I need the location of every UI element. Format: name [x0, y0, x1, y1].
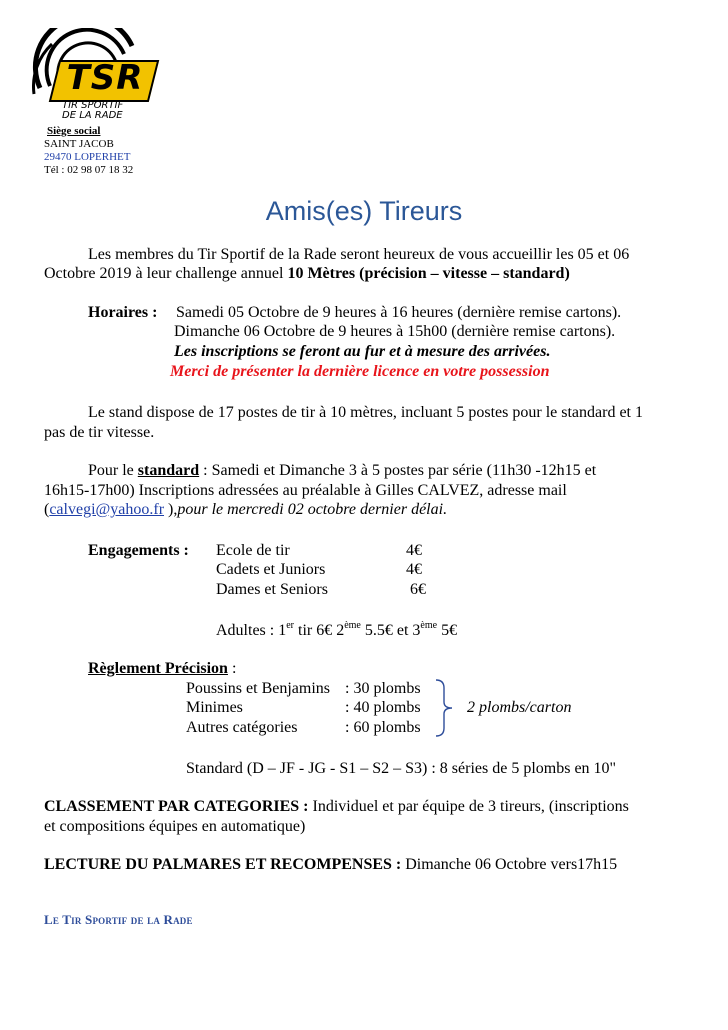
logo-text: TSR [66, 58, 144, 98]
standard-line-1-rest: : Samedi et Dimanche 3 à 5 postes par série (11h30 -12h15 et [199, 462, 597, 479]
horaires-line-1: Samedi 05 Octobre de 9 heures à 16 heures (dernière remise cartons). [176, 304, 622, 321]
standard-line-2: 16h15-17h00) Inscriptions adressées au préalable à Gilles CALVEZ, adresse mail [44, 482, 567, 499]
engagement-price-1: 4€ [406, 542, 422, 559]
logo-subtitle-2: DE LA RADE [62, 110, 123, 121]
horaires-line-4: Merci de présenter la dernière licence en votre possession [170, 363, 550, 380]
adultes-sup-3: ème [420, 620, 438, 631]
right-brace-icon [434, 678, 458, 738]
intro-line-1: Les membres du Tir Sportif de la Rade seront heureux de vous accueillir les 05 et 06 [88, 246, 630, 263]
adultes-part-a: Adultes : 1 [216, 622, 287, 639]
horaires-line-2: Dimanche 06 Octobre de 9 heures à 15h00 (dernière remise cartons). [174, 323, 616, 340]
address-city: 29470 LOPERHET [44, 151, 131, 163]
email-link[interactable]: calvegi@yahoo.fr [49, 501, 165, 518]
palmares-line [44, 855, 617, 875]
logo [32, 28, 152, 123]
siege-label: Siège social [47, 125, 101, 137]
adultes-sup-2: ème [344, 620, 361, 631]
reglement-cat-3: Autres catégories [186, 719, 298, 736]
reglement-val-1: : 30 plombs [345, 680, 421, 697]
intro-line-2-bold: 10 Mètres (précision – vitesse – standard) [287, 265, 570, 282]
adultes-part-c: 5.5€ et 3 [360, 622, 421, 639]
page-title: Amis(es) Tireurs [265, 196, 463, 226]
classement-line-2: et compositions équipes en automatique) [44, 818, 306, 835]
classement-line-1 [44, 797, 629, 817]
reglement-val-2: : 40 plombs [345, 699, 421, 716]
carton-note: 2 plombs/carton [467, 699, 572, 716]
open-paren: ( [44, 501, 50, 518]
horaires-label: Horaires : [88, 304, 158, 321]
footer-signature: Le Tir Sportif de la Rade [44, 912, 193, 927]
reglement-label: Règlement Précision [88, 660, 228, 677]
adultes-part-d: 5€ [437, 622, 458, 639]
engagement-cat-2: Cadets et Juniors [216, 561, 326, 578]
standard-series-line: Standard (D – JF - JG - S1 – S2 – S3) : 8 séries de 5 plombs en 10" [186, 760, 617, 777]
standard-line-3-rest: ), [164, 501, 178, 518]
reglement-val-3: : 60 plombs [345, 719, 421, 736]
standard-line-3 [44, 500, 447, 520]
engagement-cat-3: Dames et Seniors [216, 581, 328, 598]
classement-text-1: Individuel et par équipe de 3 tireurs, (inscriptions [308, 798, 629, 815]
adultes-sup-1: er [286, 620, 294, 631]
logo-subtitle-1: TIR SPORTIF [62, 100, 124, 111]
adultes-line [216, 621, 457, 641]
address-street: SAINT JACOB [44, 138, 114, 150]
reglement-colon: : [227, 660, 237, 677]
engagements-label: Engagements : [88, 542, 189, 559]
classement-label: CLASSEMENT PAR CATEGORIES : [44, 798, 309, 815]
intro-line-2-text: Octobre 2019 à leur challenge annuel [44, 265, 288, 282]
engagement-price-3: 6€ [410, 581, 426, 598]
stand-line-2: pas de tir vitesse. [44, 424, 155, 441]
engagement-cat-1: Ecole de tir [216, 542, 290, 559]
standard-pre: Pour le [88, 462, 138, 479]
intro-line-2 [44, 264, 570, 284]
deadline-text: pour le mercredi 02 octobre dernier délai. [177, 501, 448, 518]
stand-line-1: Le stand dispose de 17 postes de tir à 10 mètres, incluant 5 postes pour le standard et 1 [88, 404, 643, 421]
address-phone: Tél : 02 98 07 18 32 [44, 164, 134, 176]
palmares-text: Dimanche 06 Octobre vers17h15 [401, 856, 618, 873]
standard-keyword: standard [137, 462, 200, 479]
reglement-label-line [88, 659, 236, 679]
reglement-cat-1: Poussins et Benjamins [186, 680, 331, 697]
engagement-price-2: 4€ [406, 561, 422, 578]
palmares-label: LECTURE DU PALMARES ET RECOMPENSES : [44, 856, 402, 873]
standard-line-1 [88, 461, 596, 481]
horaires-line-3: Les inscriptions se feront au fur et à mesure des arrivées. [174, 343, 551, 360]
adultes-part-b: tir 6€ 2 [294, 622, 345, 639]
reglement-cat-2: Minimes [186, 699, 243, 716]
